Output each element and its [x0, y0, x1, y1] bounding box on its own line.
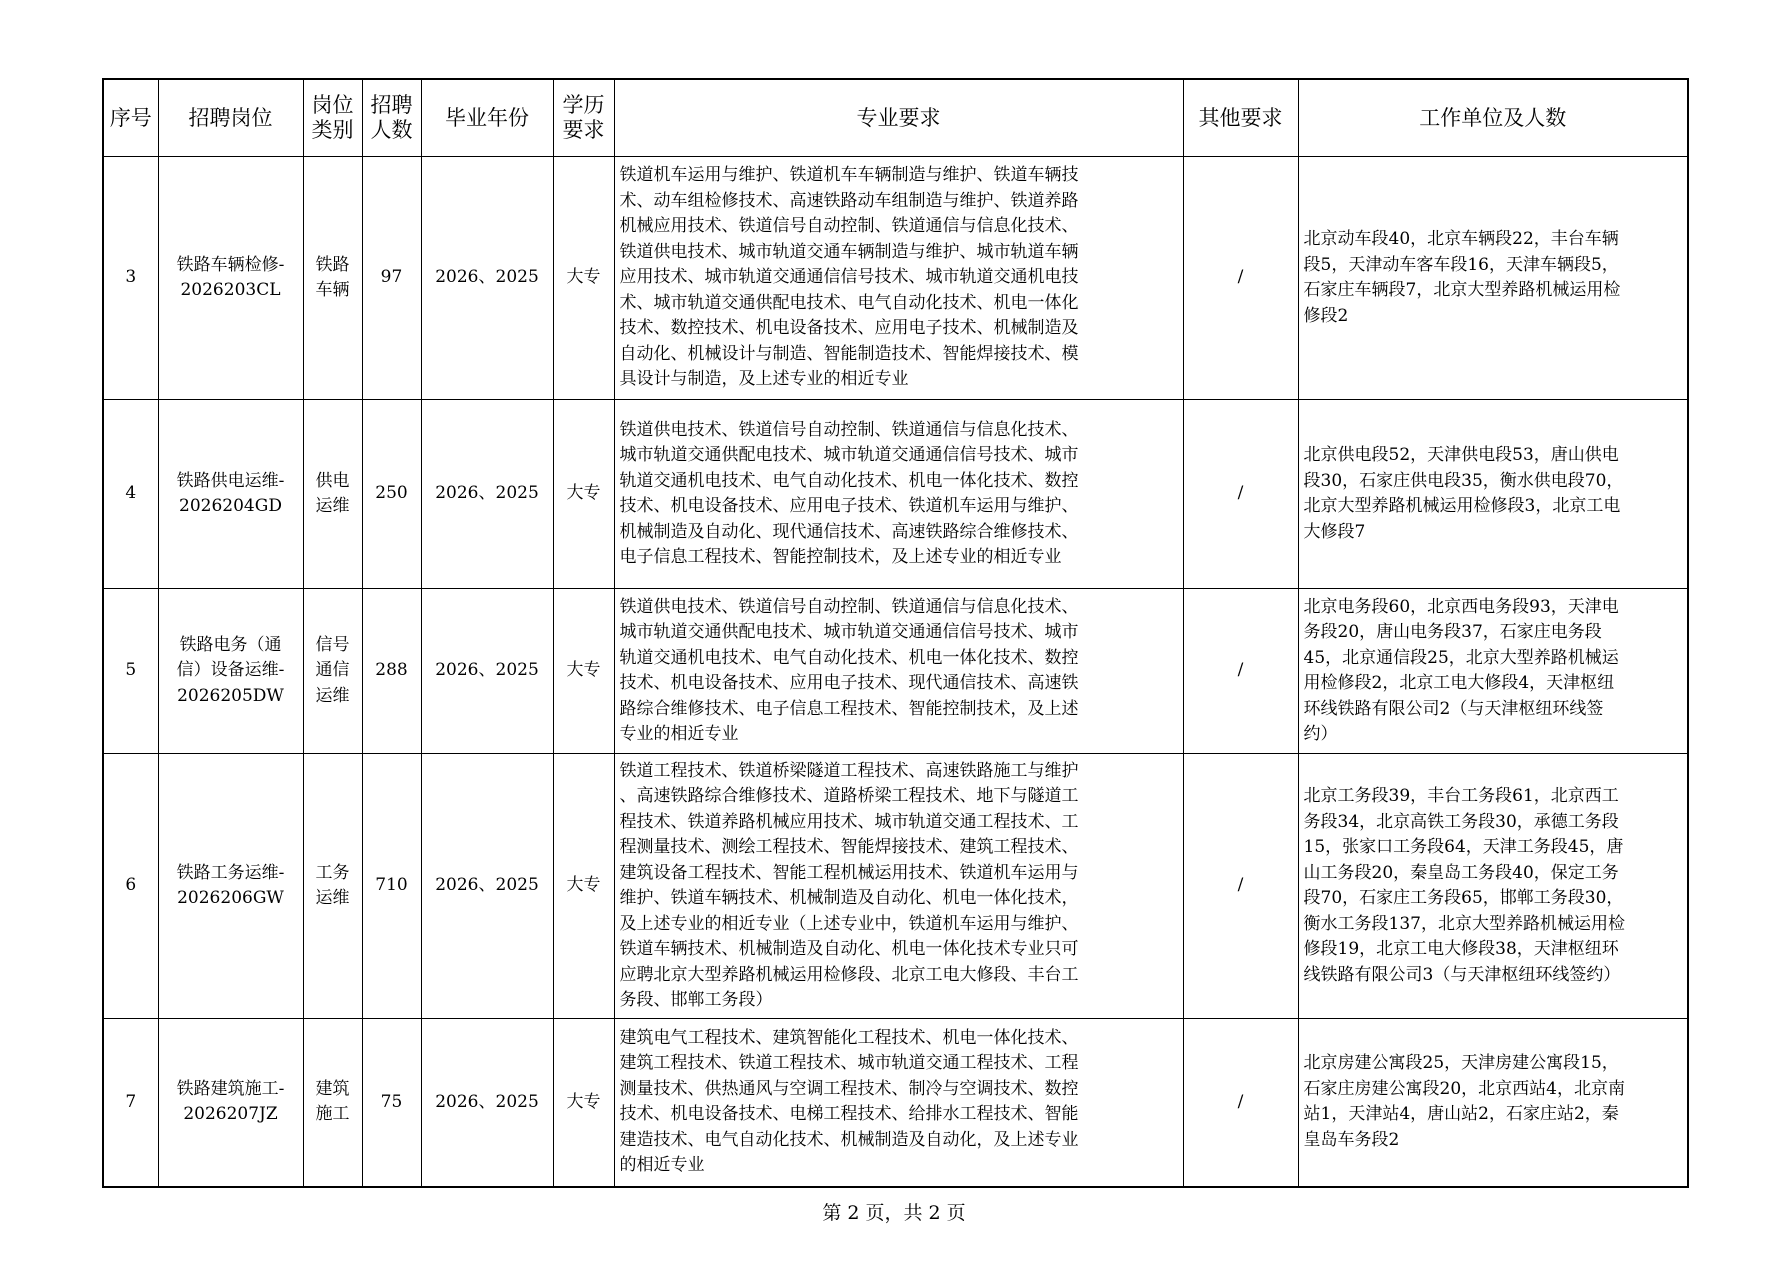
- header-count: 招聘 人数: [362, 79, 421, 157]
- header-other: 其他要求: [1183, 79, 1298, 157]
- header-education: 学历 要求: [553, 79, 614, 157]
- header-seq: 序号: [103, 79, 158, 157]
- cell-major: 铁道工程技术、铁道桥梁隧道工程技术、高速铁路施工与维护 、高速铁路综合维修技术、道路桥梁工程技术、地下与隧道工 程技术、铁道养路机械应用技术、城市轨道交通工程技术、工 程测量技术、测绘工程技术、智能焊接技术、建筑工程技术、 建筑设备工程技术、智能工程机械运用技术、铁道机车运用与 维护、铁道车辆技术、机械制造及自动化、机电一体化技术， 及上述专业的相近专业（上述专业中，铁道机车运用与维护、 铁道车辆技术、机械制造及自动化、机电一体化技术专业只可 应聘北京大型养路机械运用检修段、北京工电大修段、丰台工 务段、邯郸工务段）: [614, 754, 1183, 1019]
- cell-other: /: [1183, 589, 1298, 754]
- cell-units: 北京动车段40，北京车辆段22，丰台车辆 段5，天津动车客车段16，天津车辆段5， 石家庄车辆段7，北京大型养路机械运用检 修段2: [1298, 157, 1688, 400]
- cell-seq: 6: [103, 754, 158, 1019]
- cell-category: 铁路 车辆: [303, 157, 362, 400]
- cell-seq: 4: [103, 400, 158, 589]
- cell-category: 供电 运维: [303, 400, 362, 589]
- cell-category: 工务 运维: [303, 754, 362, 1019]
- cell-grad-year: 2026、2025: [421, 157, 553, 400]
- cell-other: /: [1183, 400, 1298, 589]
- cell-count: 250: [362, 400, 421, 589]
- cell-other: /: [1183, 157, 1298, 400]
- cell-major: 铁道供电技术、铁道信号自动控制、铁道通信与信息化技术、 城市轨道交通供配电技术、城市轨道交通通信信号技术、城市 轨道交通机电技术、电气自动化技术、机电一体化技术、数控 技术、机电设备技术、应用电子技术、铁道机车运用与维护、 机械制造及自动化、现代通信技术、高速铁路综合维修技术、 电子信息工程技术、智能控制技术，及上述专业的相近专业: [614, 400, 1183, 589]
- cell-units: 北京工务段39，丰台工务段61，北京西工 务段34，北京高铁工务段30，承德工务段 15，张家口工务段64，天津工务段45，唐 山工务段20，秦皇岛工务段40，保定工务 段70，石家庄工务段65，邯郸工务段30， 衡水工务段137，北京大型养路机械运用检 修段19，北京工电大修段38，天津枢纽环 线铁路有限公司3（与天津枢纽环线签约）: [1298, 754, 1688, 1019]
- cell-education: 大专: [553, 400, 614, 589]
- cell-education: 大专: [553, 1019, 614, 1187]
- table-row: [103, 589, 1688, 754]
- cell-units: 北京房建公寓段25，天津房建公寓段15， 石家庄房建公寓段20，北京西站4，北京南 站1，天津站4，唐山站2，石家庄站2，秦 皇岛车务段2: [1298, 1019, 1688, 1187]
- cell-position: 铁路电务（通 信）设备运维- 2026205DW: [158, 589, 303, 754]
- cell-category: 信号 通信 运维: [303, 589, 362, 754]
- header-units: 工作单位及人数: [1298, 79, 1688, 157]
- header-major: 专业要求: [614, 79, 1183, 157]
- cell-grad-year: 2026、2025: [421, 754, 553, 1019]
- cell-position: 铁路供电运维- 2026204GD: [158, 400, 303, 589]
- cell-units: 北京电务段60，北京西电务段93，天津电 务段20，唐山电务段37，石家庄电务段 45，北京通信段25，北京大型养路机械运 用检修段2，北京工电大修段4，天津枢纽 环线铁路有限公司2（与天津枢纽环线签 约）: [1298, 589, 1688, 754]
- cell-units: 北京供电段52，天津供电段53，唐山供电 段30，石家庄供电段35，衡水供电段70， 北京大型养路机械运用检修段3，北京工电 大修段7: [1298, 400, 1688, 589]
- table-row: [103, 400, 1688, 589]
- cell-education: 大专: [553, 589, 614, 754]
- cell-grad-year: 2026、2025: [421, 589, 553, 754]
- cell-seq: 7: [103, 1019, 158, 1187]
- table-row: [103, 1019, 1688, 1187]
- cell-major: 铁道供电技术、铁道信号自动控制、铁道通信与信息化技术、 城市轨道交通供配电技术、城市轨道交通通信信号技术、城市 轨道交通机电技术、电气自动化技术、机电一体化技术、数控 技术、机电设备技术、应用电子技术、现代通信技术、高速铁 路综合维修技术、电子信息工程技术、智能控制技术，及上述 专业的相近专业: [614, 589, 1183, 754]
- cell-grad-year: 2026、2025: [421, 400, 553, 589]
- header-position: 招聘岗位: [158, 79, 303, 157]
- cell-count: 97: [362, 157, 421, 400]
- table-row: [103, 157, 1688, 400]
- cell-count: 75: [362, 1019, 421, 1187]
- recruitment-table: [102, 78, 1689, 1188]
- cell-grad-year: 2026、2025: [421, 1019, 553, 1187]
- cell-education: 大专: [553, 754, 614, 1019]
- cell-major: 建筑电气工程技术、建筑智能化工程技术、机电一体化技术、 建筑工程技术、铁道工程技术、城市轨道交通工程技术、工程 测量技术、供热通风与空调工程技术、制冷与空调技术、数控 技术、机电设备技术、电梯工程技术、给排水工程技术、智能 建造技术、电气自动化技术、机械制造及自动化，及上述专业 的相近专业: [614, 1019, 1183, 1187]
- cell-position: 铁路建筑施工- 2026207JZ: [158, 1019, 303, 1187]
- cell-category: 建筑 施工: [303, 1019, 362, 1187]
- cell-position: 铁路工务运维- 2026206GW: [158, 754, 303, 1019]
- cell-education: 大专: [553, 157, 614, 400]
- cell-seq: 5: [103, 589, 158, 754]
- cell-position: 铁路车辆检修- 2026203CL: [158, 157, 303, 400]
- cell-count: 288: [362, 589, 421, 754]
- header-grad-year: 毕业年份: [421, 79, 553, 157]
- cell-seq: 3: [103, 157, 158, 400]
- cell-major: 铁道机车运用与维护、铁道机车车辆制造与维护、铁道车辆技 术、动车组检修技术、高速铁路动车组制造与维护、铁道养路 机械应用技术、铁道信号自动控制、铁道通信与信息化技术、 铁道供电技术、城市轨道交通车辆制造与维护、城市轨道车辆 应用技术、城市轨道交通通信信号技术、城市轨道交通机电技 术、城市轨道交通供配电技术、电气自动化技术、机电一体化 技术、数控技术、机电设备技术、应用电子技术、机械制造及 自动化、机械设计与制造、智能制造技术、智能焊接技术、模 具设计与制造，及上述专业的相近专业: [614, 157, 1183, 400]
- cell-other: /: [1183, 1019, 1298, 1187]
- page-number: 第 2 页，共 2 页: [822, 1202, 966, 1224]
- header-row: [103, 79, 1688, 157]
- table-row: [103, 754, 1688, 1019]
- cell-count: 710: [362, 754, 421, 1019]
- cell-other: /: [1183, 754, 1298, 1019]
- header-category: 岗位 类别: [303, 79, 362, 157]
